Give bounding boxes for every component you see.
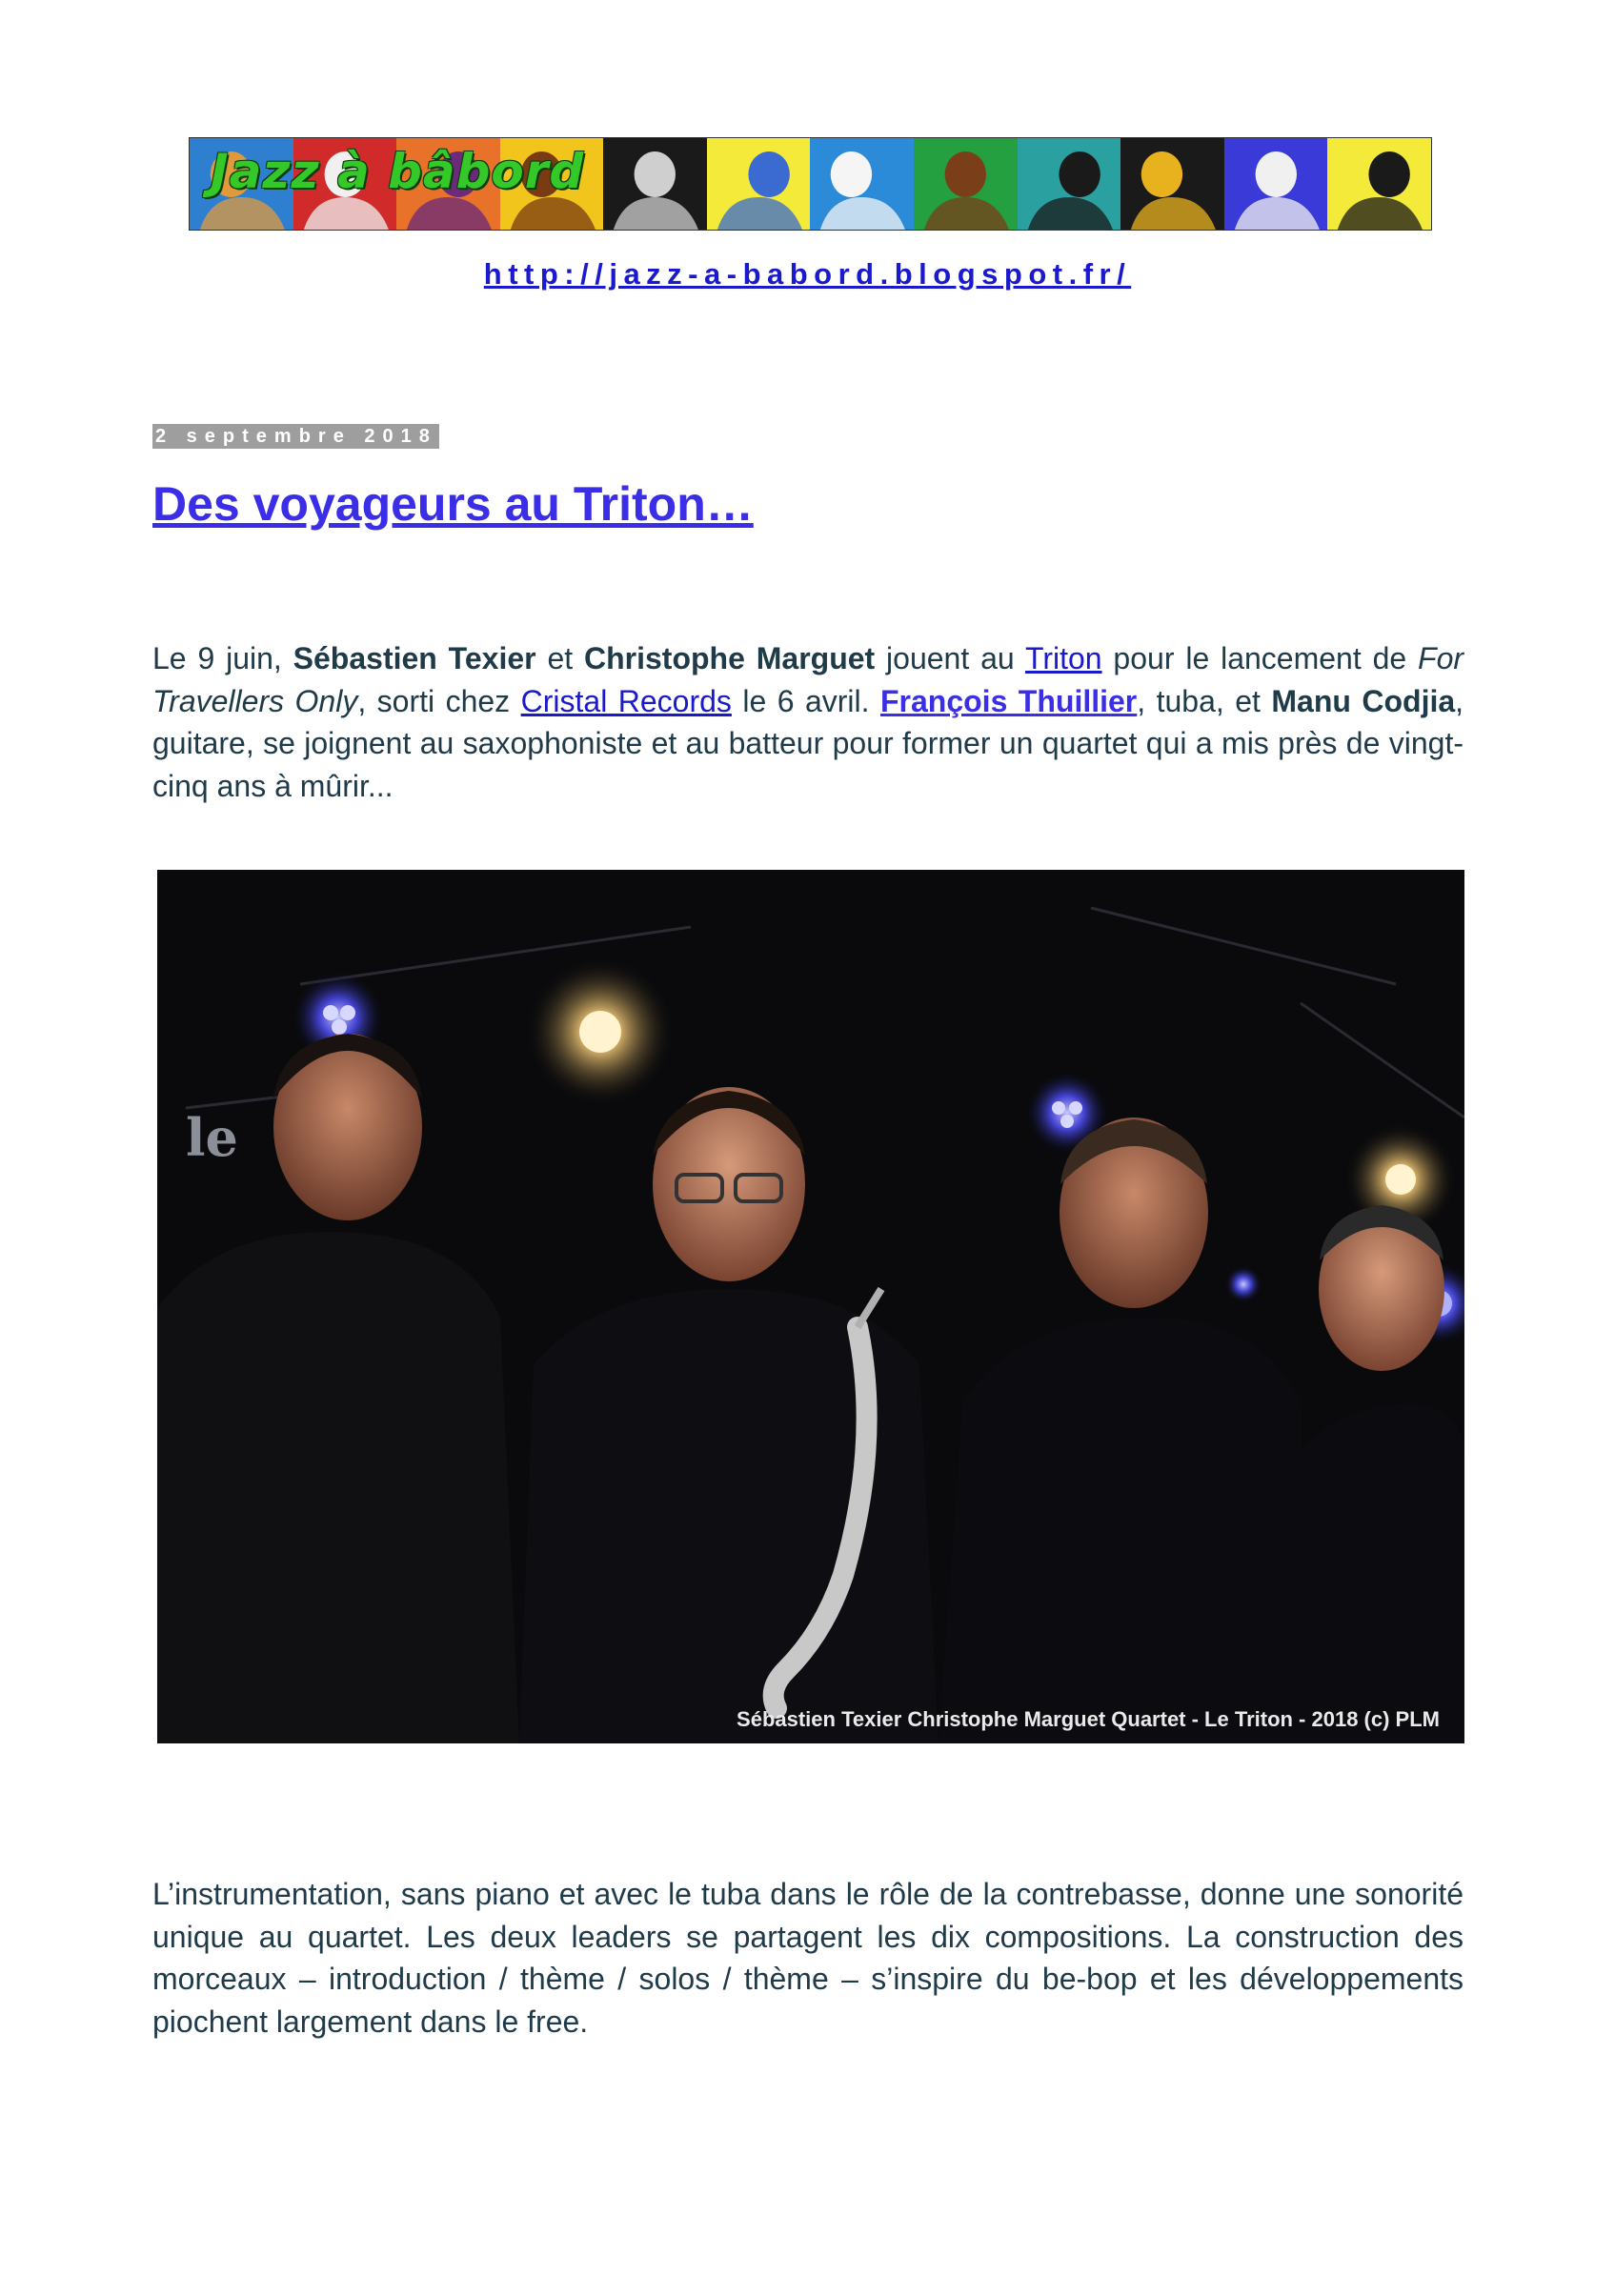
- musician-portrait-icon: [603, 138, 707, 230]
- banner-portrait-tile: [810, 138, 914, 230]
- triton-link[interactable]: Triton: [1024, 641, 1102, 675]
- body-paragraph: L’instrumentation, sans piano et avec le tuba dans le rôle de la contrebasse, donne une sonorité unique au quartet. Les deux leaders se partagent les dix compositions. La construction des morceaux – introduction / thème / solos / thème – s’inspire du be-bop et les développements piochent largement dans le free.: [152, 1877, 1464, 2039]
- post-date: 2 septembre 2018: [152, 424, 439, 449]
- concert-photo: [157, 870, 1464, 1743]
- cristal-records-link[interactable]: Cristal Records: [520, 683, 732, 718]
- intro-text: Le 9 juin,: [152, 641, 293, 675]
- triton-sign: le: [186, 1107, 238, 1168]
- musician-portrait-icon: [914, 138, 1018, 230]
- intro-text: le 6 avril.: [731, 683, 880, 718]
- musician-name: Sébastien Texier: [293, 641, 536, 675]
- banner-portrait-tile: [707, 138, 811, 230]
- concert-photo-image: [157, 870, 1464, 1743]
- album-title: For Travellers Only: [152, 641, 1464, 718]
- musician-portrait-icon: [810, 138, 914, 230]
- intro-text: , tuba, et: [1137, 683, 1272, 718]
- banner-portrait-tile: [1224, 138, 1328, 230]
- banner-portrait-tile: [914, 138, 1018, 230]
- musician-portrait-icon: [1224, 138, 1328, 230]
- post-title-link[interactable]: Des voyageurs au Triton…: [152, 477, 754, 531]
- musician-name: Manu Codjia: [1271, 683, 1456, 718]
- photo-caption: Sébastien Texier Christophe Marguet Quartet - Le Triton - 2018 (c) PLM: [737, 1707, 1440, 1731]
- banner-portrait-tile: [1018, 138, 1121, 230]
- intro-text: pour le lancement de: [1101, 641, 1419, 675]
- banner-portrait-tile: [603, 138, 707, 230]
- musician-portrait-icon: [1120, 138, 1224, 230]
- musician-portrait-icon: [707, 138, 811, 230]
- banner-portrait-tile: [1327, 138, 1431, 230]
- intro-text: jouent au: [875, 641, 1025, 675]
- banner-title: Jazz à bâbord: [211, 144, 585, 199]
- intro-text: , guitare, se joignent au saxophoniste et au batteur pour former un quartet qui a mis près de vingt-cinq ans à mûrir...: [152, 683, 1464, 803]
- musician-portrait-icon: [1018, 138, 1121, 230]
- thuillier-link[interactable]: François Thuillier: [879, 683, 1138, 718]
- blog-url-link[interactable]: http://jazz-a-babord.blogspot.fr/: [483, 257, 1132, 291]
- blog-banner[interactable]: [189, 137, 1432, 231]
- musician-portrait-icon: [1327, 138, 1431, 230]
- musician-name: Christophe Marguet: [584, 641, 876, 675]
- banner-portrait-tile: [1120, 138, 1224, 230]
- intro-paragraph: [152, 637, 1464, 807]
- intro-text: et: [535, 641, 584, 675]
- intro-text: , sorti chez: [357, 683, 521, 718]
